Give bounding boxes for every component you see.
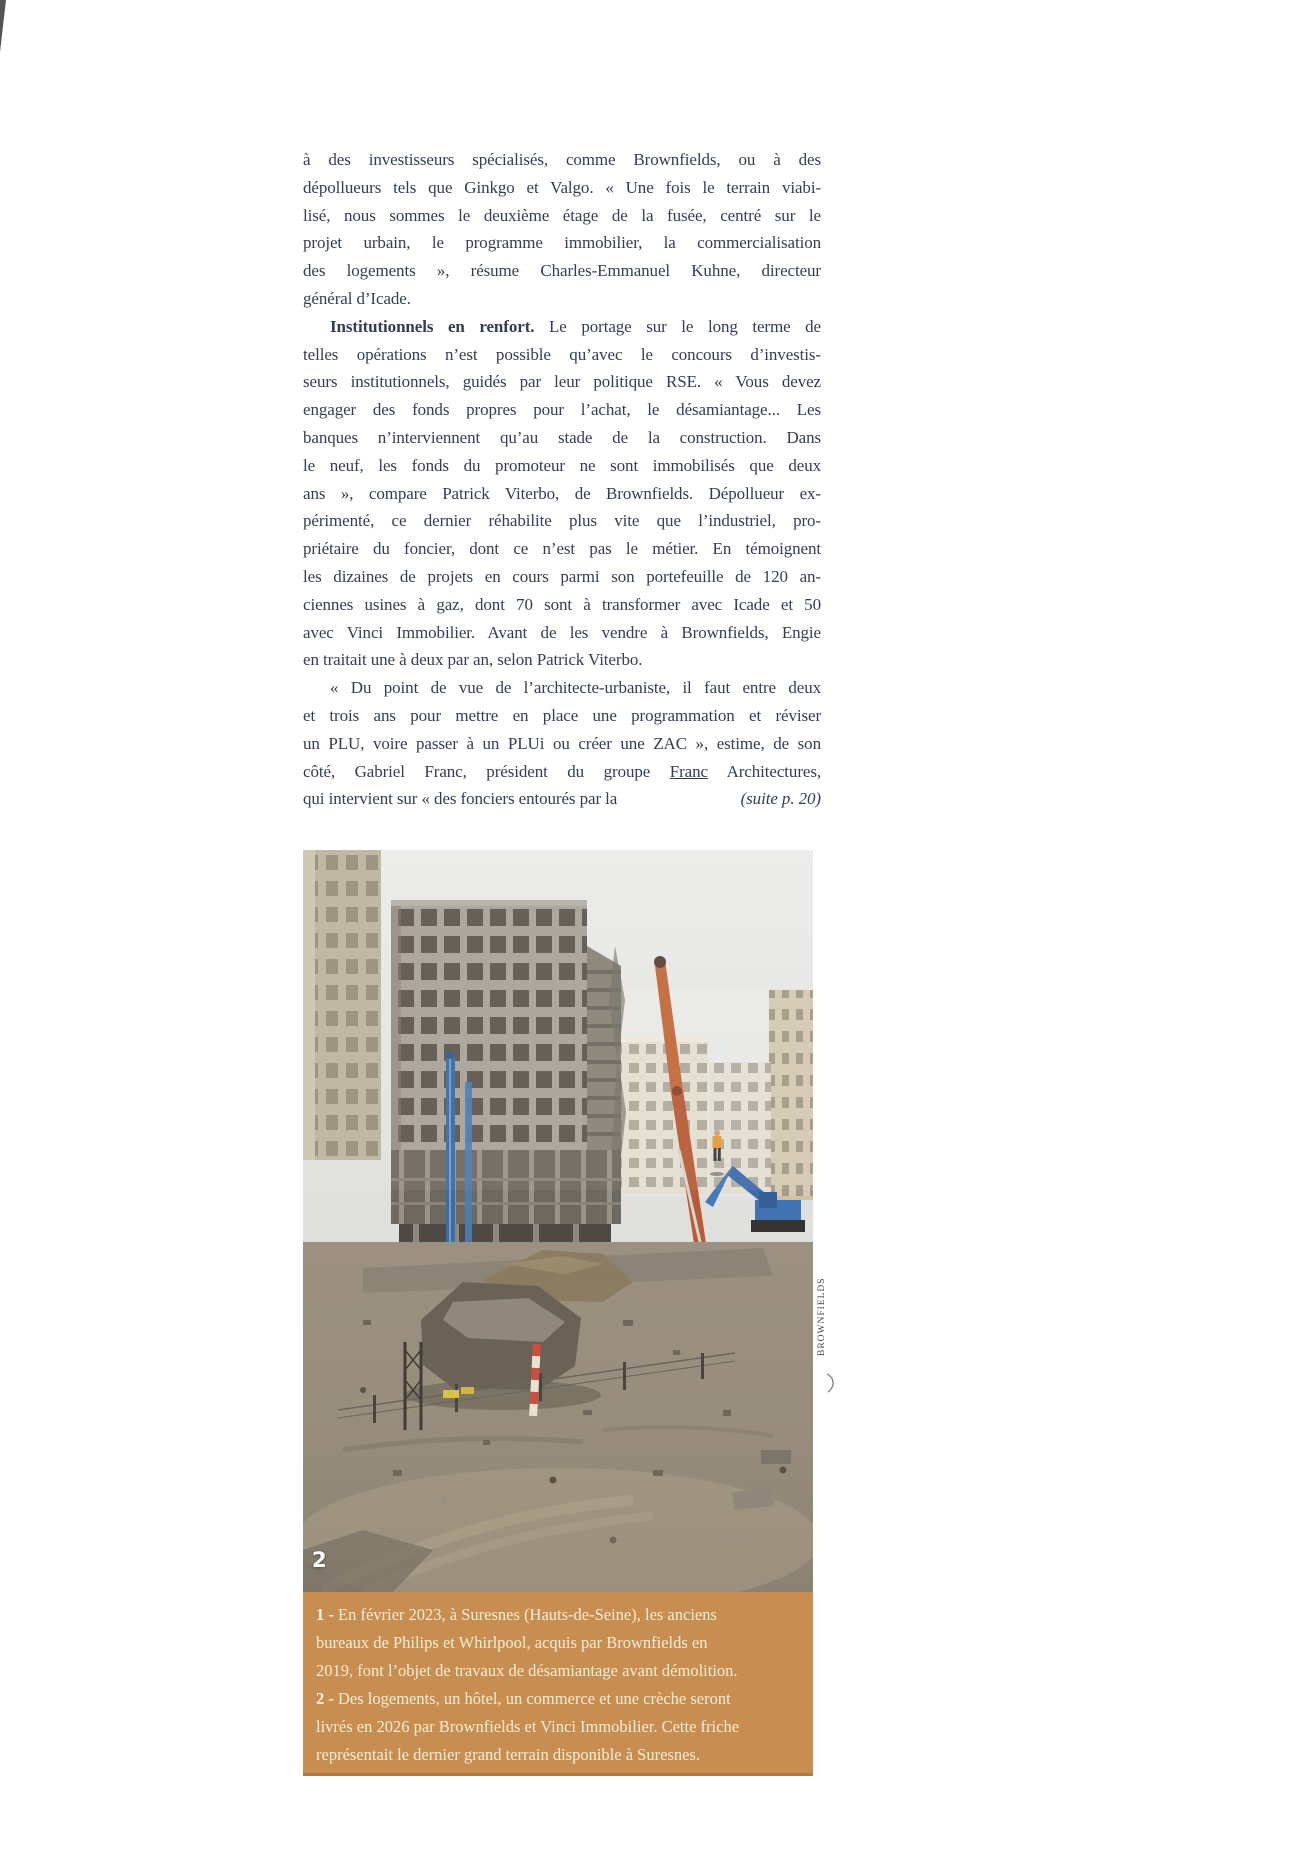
body-line: banques n’interviennent qu’au stade de la construction. Dans bbox=[303, 427, 821, 447]
body-line: avec Vinci Immobilier. Avant de les vendre à Brownfields, Engie bbox=[303, 622, 821, 642]
photo-credit: BROWNFIELDS bbox=[817, 1277, 827, 1356]
photo-illustration bbox=[303, 850, 813, 1592]
body-line: le neuf, les fonds du promoteur ne sont immobilisés que deux bbox=[303, 455, 821, 475]
body-line: seurs institutionnels, guidés par leur politique RSE. « Vous devez bbox=[303, 372, 821, 392]
caption-line: 2 - Des logements, un hôtel, un commerce et une crèche seront bbox=[316, 1689, 731, 1708]
caption-line: représentait le dernier grand terrain disponible à Suresnes. bbox=[316, 1745, 700, 1764]
body-line: telles opérations n’est possible qu’avec le concours d’investis- bbox=[303, 344, 821, 364]
body-text: Architectures, bbox=[707, 761, 821, 781]
paragraph-lead: Institutionnels en renfort. bbox=[330, 316, 535, 336]
body-line bbox=[303, 758, 821, 786]
caption-line: bureaux de Philips et Whirlpool, acquis par Brownfields en bbox=[316, 1633, 708, 1652]
body-line: des logements », résume Charles-Emmanuel Kuhne, directeur bbox=[303, 261, 821, 281]
body-line: ciennes usines à gaz, dont 70 sont à transformer avec Icade et 50 bbox=[303, 594, 821, 614]
caption-number: 1 - bbox=[316, 1605, 338, 1624]
scan-mark bbox=[824, 1372, 838, 1394]
continuation-note: (suite p. 20) bbox=[740, 789, 821, 809]
body-line: en traitait une à deux par an, selon Patrick Viterbo. bbox=[303, 650, 643, 670]
body-text: côté, Gabriel Franc, président du groupe bbox=[303, 761, 670, 781]
body-line: dépollueurs tels que Ginkgo et Valgo. « Une fois le terrain viabi- bbox=[303, 177, 821, 197]
body-line: lisé, nous sommes le deuxième étage de la fusée, centré sur le bbox=[303, 205, 821, 225]
body-line: général d’Icade. bbox=[303, 288, 411, 308]
photo-number-badge: 2 bbox=[312, 1548, 327, 1572]
body-line: les dizaines de projets en cours parmi son portefeuille de 120 an- bbox=[303, 566, 821, 586]
article-text-column bbox=[303, 146, 821, 813]
caption-line: 1 - En février 2023, à Suresnes (Hauts-de-Seine), les anciens bbox=[316, 1605, 717, 1624]
body-line bbox=[303, 313, 821, 341]
scan-corner-artifact bbox=[0, 0, 6, 52]
caption-line: livrés en 2026 par Brownfields et Vinci Immobilier. Cette friche bbox=[316, 1717, 740, 1736]
body-text: Le portage sur le long terme de bbox=[534, 316, 822, 336]
body-line: priétaire du foncier, dont ce n’est pas le métier. En témoignent bbox=[303, 539, 821, 559]
caption-number: 2 - bbox=[316, 1689, 338, 1708]
body-line: à des investisseurs spécialisés, comme Brownfields, ou à des bbox=[303, 150, 821, 169]
caption-line: 2019, font l’objet de travaux de désamiantage avant démolition. bbox=[316, 1661, 738, 1680]
body-line bbox=[303, 785, 821, 813]
body-text: qui intervient sur « des fonciers entourés par la bbox=[303, 789, 618, 809]
body-line: engager des fonds propres pour l’achat, le désamiantage... Les bbox=[303, 400, 821, 420]
body-line: et trois ans pour mettre en place une programmation et réviser bbox=[303, 705, 821, 725]
demolition-photo bbox=[303, 850, 813, 1592]
body-line: un PLU, voire passer à un PLUi ou créer une ZAC », estime, de son bbox=[303, 733, 821, 753]
body-line: « Du point de vue de l’architecte-urbaniste, il faut entre deux bbox=[330, 678, 821, 698]
photo-caption-box bbox=[303, 1592, 813, 1776]
body-line: périmenté, ce dernier réhabilite plus vite que l’industriel, pro- bbox=[303, 511, 821, 531]
underlined-word: Franc bbox=[669, 761, 708, 781]
body-line: ans », compare Patrick Viterbo, de Brownfields. Dépollueur ex- bbox=[303, 483, 821, 503]
body-line: projet urbain, le programme immobilier, la commercialisation bbox=[303, 233, 821, 253]
